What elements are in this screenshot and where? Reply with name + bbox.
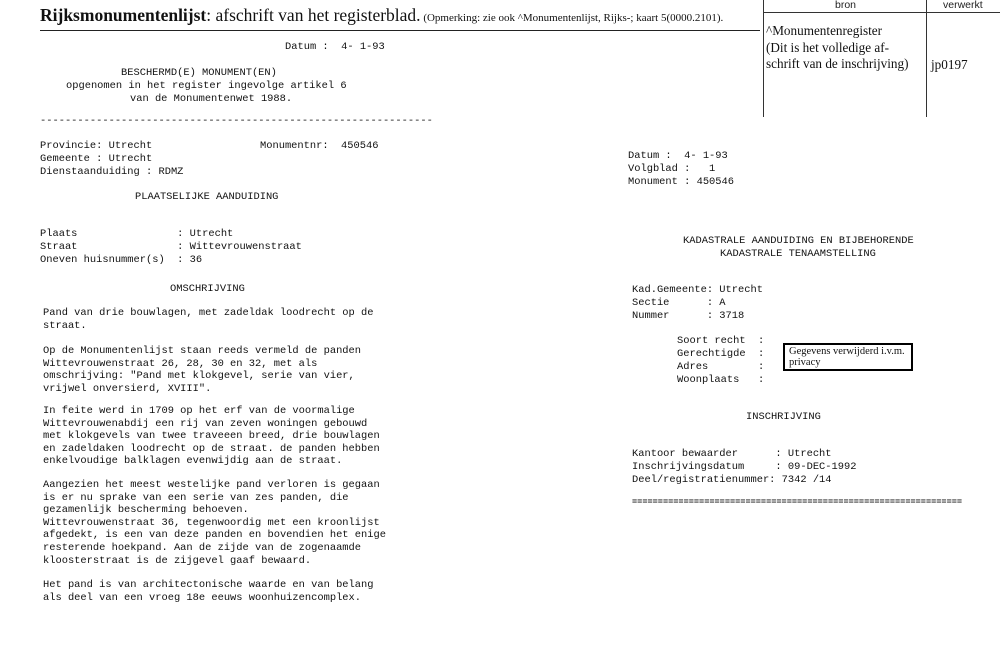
col-header-verwerkt: verwerkt bbox=[943, 0, 983, 11]
privacy-note: Gegevens verwijderd i.v.m. privacy bbox=[789, 346, 905, 368]
omschrijving-para-5: Het pand is van architectonische waarde en van belang als deel van een vroeg 18e eeuws woonhuizencomplex. bbox=[43, 579, 374, 604]
right-double-rule: ================================================================ bbox=[632, 497, 963, 507]
kadastrale-heading-2: KADASTRALE TENAAMSTELLING bbox=[720, 248, 876, 260]
header-rule bbox=[40, 30, 760, 31]
gemeente-field: Gemeente : Utrecht bbox=[40, 153, 153, 165]
dienstaanduiding-field: Dienstaanduiding : RDMZ bbox=[40, 166, 184, 178]
soort-recht-field: Soort recht : bbox=[677, 335, 765, 347]
kantoor-field: Kantoor bewaarder : Utrecht bbox=[632, 448, 832, 460]
header-note: (Opmerking: zie ook ^Monumentenlijst, Rijks-; kaart 5(0000.2101). bbox=[420, 12, 724, 24]
bron-source-text: ^Monumentenregister (Dit is het volledige af- schrift van de inschrijving) bbox=[766, 23, 909, 72]
bron-table bbox=[763, 0, 1000, 117]
privacy-redaction-box bbox=[783, 343, 913, 371]
bron-left-border bbox=[763, 0, 764, 117]
straat-field: Straat : Wittevrouwenstraat bbox=[40, 241, 302, 253]
gerechtigde-field: Gerechtigde : bbox=[677, 348, 765, 360]
verwerkt-code: jp0197 bbox=[931, 57, 968, 72]
adres-field: Adres : bbox=[677, 361, 765, 373]
bron-divider bbox=[926, 0, 927, 117]
omschrijving-para-1: Pand van drie bouwlagen, met zadeldak loodrecht op de straat. bbox=[43, 307, 374, 332]
volgblad-field: Volgblad : 1 bbox=[628, 163, 716, 175]
kad-gemeente-field: Kad.Gemeente: Utrecht bbox=[632, 284, 763, 296]
sectie-field: Sectie : A bbox=[632, 297, 726, 309]
provincie-field: Provincie: Utrecht bbox=[40, 140, 153, 152]
inschrijving-heading: INSCHRIJVING bbox=[746, 411, 821, 423]
deel-field: Deel/registratienummer: 7342 /14 bbox=[632, 474, 832, 486]
header-title: Rijksmonumentenlijst bbox=[40, 5, 207, 25]
oneven-field: Oneven huisnummer(s) : 36 bbox=[40, 254, 203, 266]
omschrijving-para-2: Op de Monumentenlijst staan reeds vermeld de panden Wittevrouwenstraat 26, 28, 30 en 32, met als omschrijving: "Pand met klokgevel, serie van vier, vrijwel onversierd, XVIII". bbox=[43, 345, 362, 395]
inschrijvingsdatum-field: Inschrijvingsdatum : 09-DEC-1992 bbox=[632, 461, 857, 473]
document-header bbox=[40, 5, 723, 26]
beschermd-heading: BESCHERMD(E) MONUMENT(EN) bbox=[121, 67, 277, 79]
plaats-field: Plaats : Utrecht bbox=[40, 228, 234, 240]
right-datum: Datum : 4- 1-93 bbox=[628, 150, 728, 162]
nummer-field: Nummer : 3718 bbox=[632, 310, 745, 322]
omschrijving-heading: OMSCHRIJVING bbox=[170, 283, 245, 295]
beschermd-line-2: opgenomen in het register ingevolge artikel 6 bbox=[66, 80, 347, 92]
kadastrale-heading-1: KADASTRALE AANDUIDING EN BIJBEHORENDE bbox=[683, 235, 914, 247]
monumentnr-field: Monumentnr: 450546 bbox=[260, 140, 379, 152]
omschrijving-para-4: Aangezien het meest westelijke pand verloren is gegaan is er nu sprake van een serie van zes panden, die gezamenlijk bescherming behoeven. Wittevrouwenstraat 36, tegenwoordig met een kroonlijst afgedekt, is een van deze panden en bovendien het enige resterende hoekpand. Aan de zijde van de zogenaamde kloosterstraat is de zijgevel gaaf bewaard. bbox=[43, 479, 386, 567]
header-subtitle: : afschrift van het registerblad. bbox=[206, 5, 421, 25]
omschrijving-para-3: In feite werd in 1709 op het erf van de voormalige Wittevrouwenabdij een rij van zeven woningen gebouwd met klokgevels van twee traveeen breed, drie bouwlagen en zadeldaken loodrecht op de straat. de panden hebben enkelvoudige balklagen evenwijdig aan de straat. bbox=[43, 405, 380, 468]
left-datum: Datum : 4- 1-93 bbox=[285, 41, 385, 53]
col-header-bron: bron bbox=[835, 0, 857, 11]
left-separator: --------------------------------------------------------------- bbox=[40, 115, 433, 127]
beschermd-line-3: van de Monumentenwet 1988. bbox=[130, 93, 293, 105]
woonplaats-field: Woonplaats : bbox=[677, 374, 765, 386]
monument-field: Monument : 450546 bbox=[628, 176, 735, 188]
plaatselijke-heading: PLAATSELIJKE AANDUIDING bbox=[135, 191, 279, 203]
bron-header-rule bbox=[763, 12, 1000, 13]
